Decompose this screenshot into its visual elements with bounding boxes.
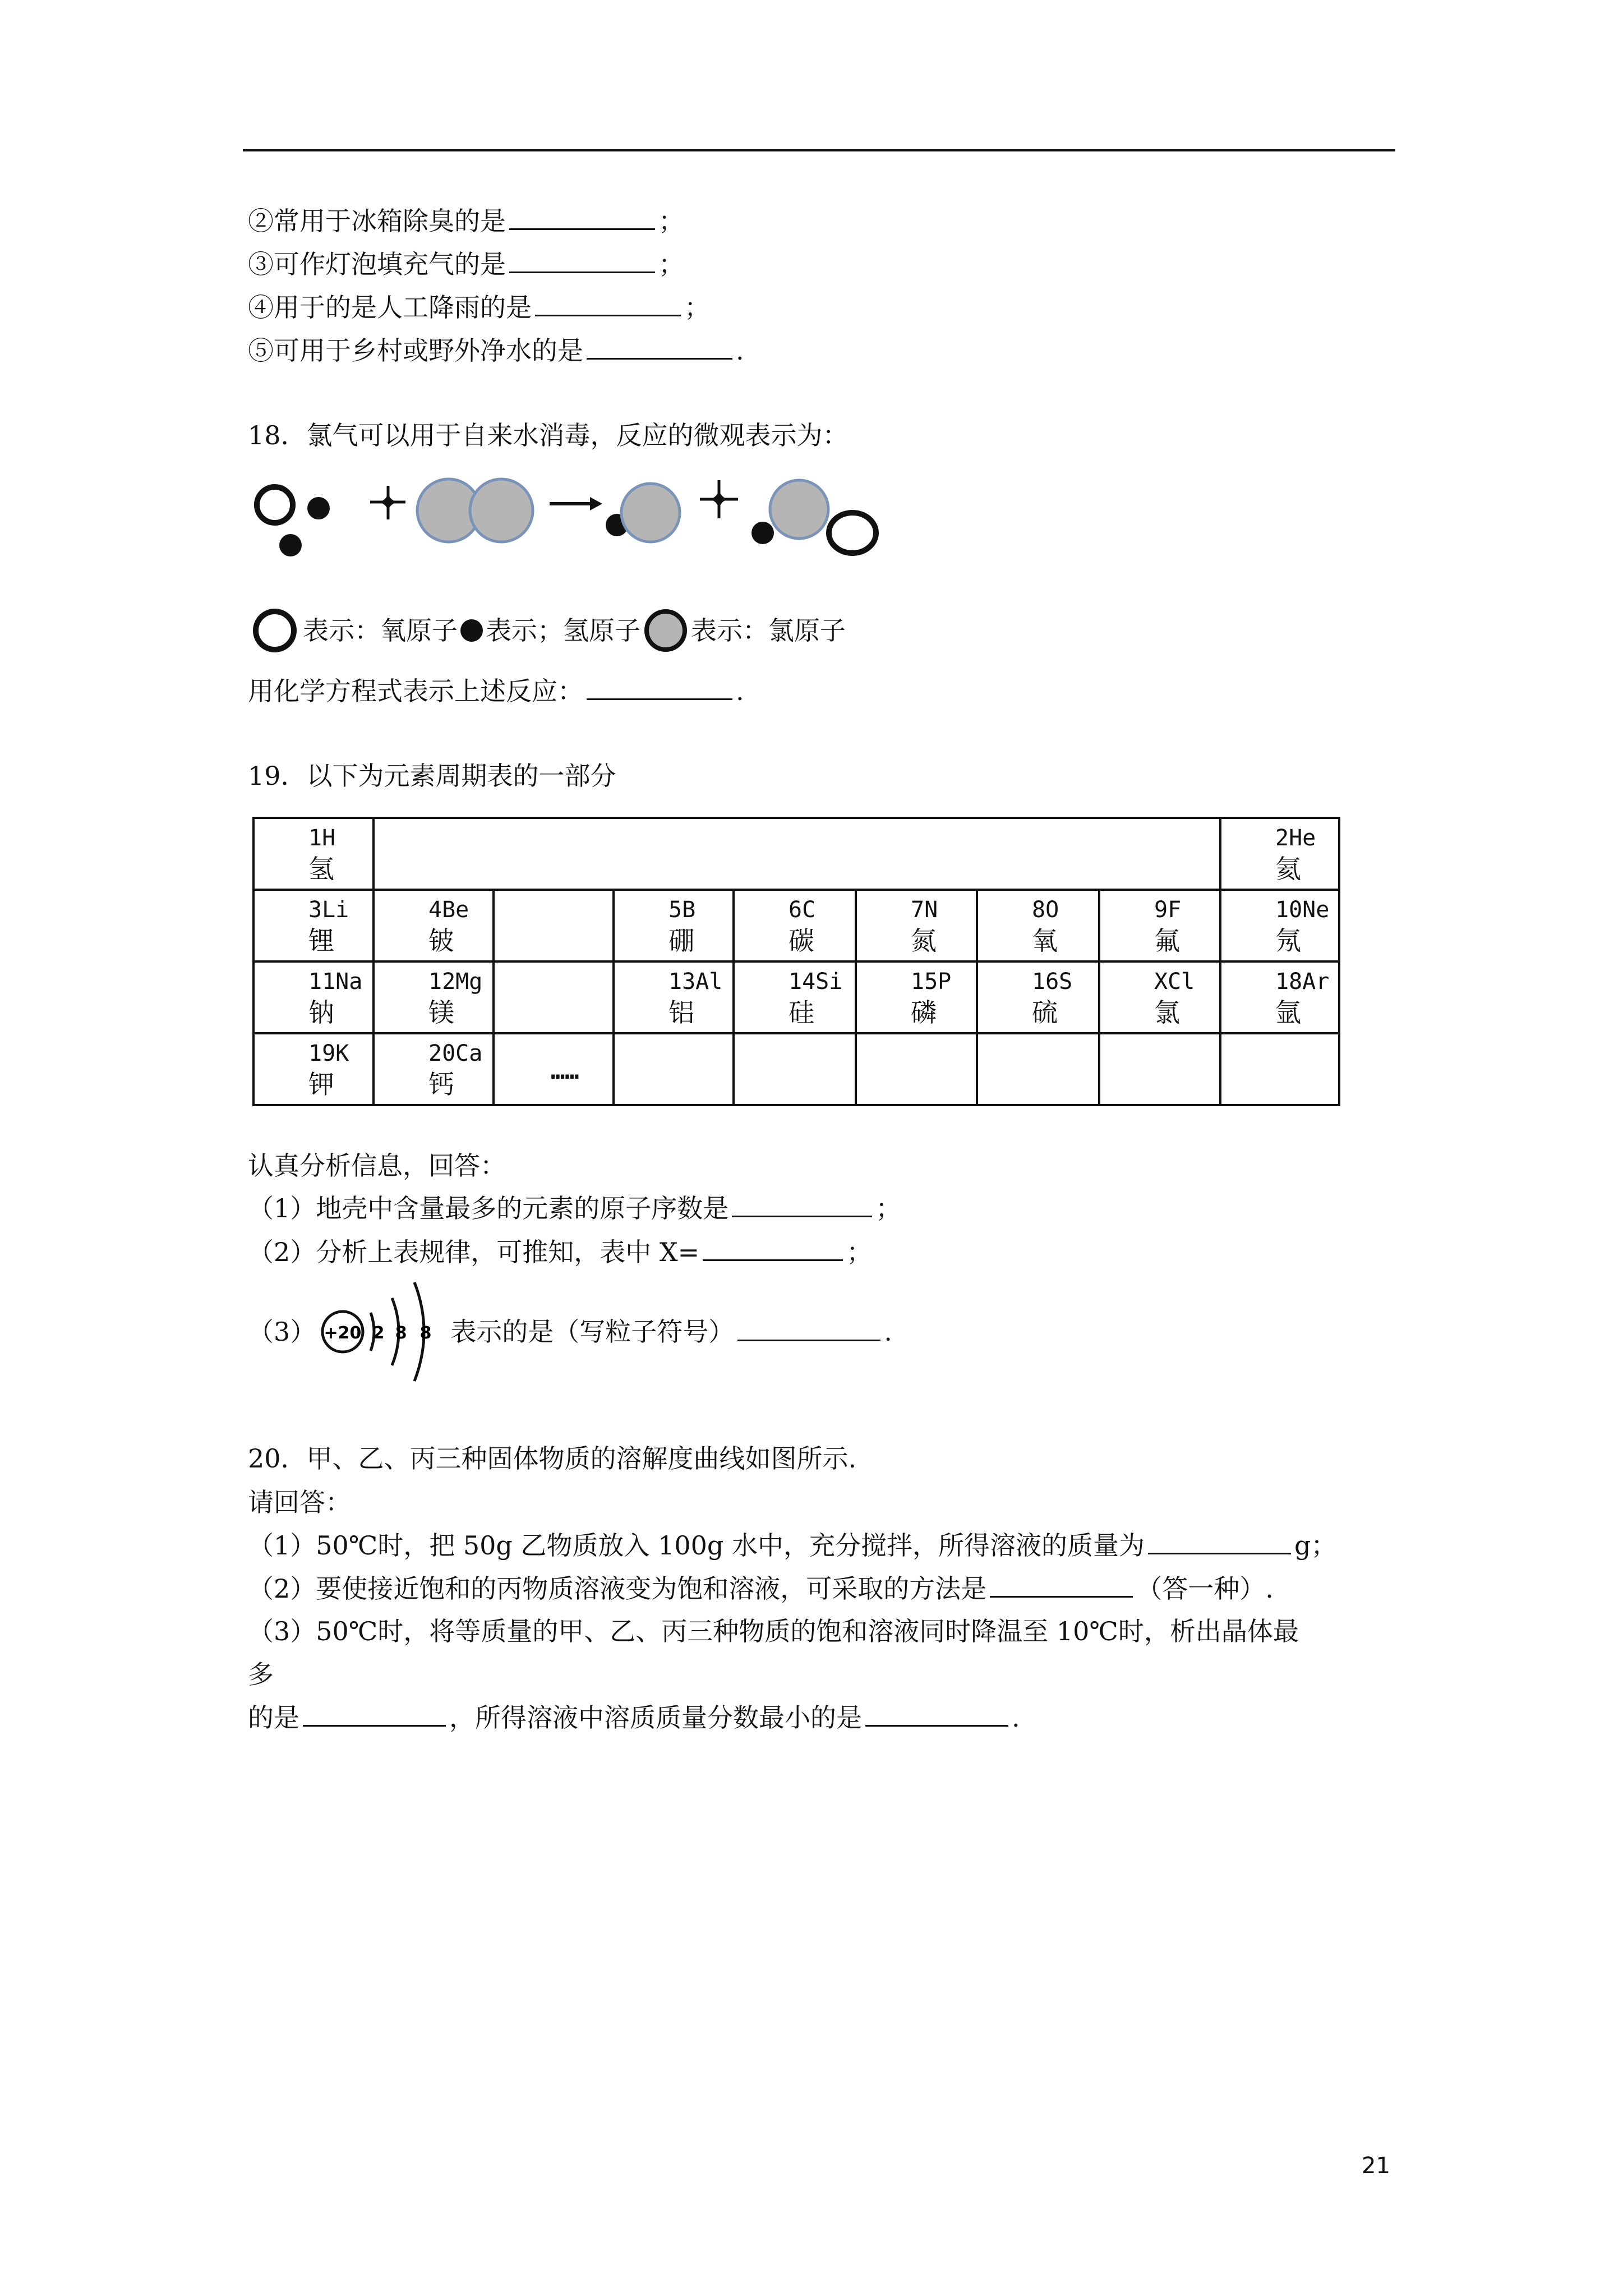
chlorine-atom-icon — [640, 608, 691, 653]
empty-cell — [1099, 818, 1220, 890]
periodic-table — [252, 817, 1340, 1106]
answer-blank[interactable] — [587, 335, 732, 360]
element-name: 氢 — [308, 854, 334, 884]
answer-blank[interactable] — [1148, 1530, 1291, 1554]
element-symbol: 7N — [911, 897, 938, 923]
q17-item5 — [248, 335, 744, 366]
element-name: 氮 — [911, 926, 937, 956]
q19-sub1-text: （1）地壳中含量最多的元素的原子序数是 — [248, 1193, 729, 1223]
element-name: 钙 — [428, 1069, 454, 1099]
element-symbol: XCl — [1154, 969, 1195, 995]
q20-sub2-tail: （答一种）. — [1136, 1573, 1274, 1604]
answer-blank[interactable] — [303, 1703, 446, 1727]
arrow-icon — [550, 497, 602, 510]
element-name: 碳 — [789, 926, 814, 956]
legend-oxygen: 表示：氧原子 — [303, 615, 458, 646]
oxygen-atom-icon — [247, 608, 303, 653]
empty-cell — [856, 818, 977, 890]
element-cell — [374, 1033, 494, 1105]
answer-blank[interactable] — [990, 1573, 1133, 1598]
element-cell — [614, 1033, 734, 1105]
element-symbol — [495, 891, 612, 895]
element-cell — [977, 961, 1099, 1033]
element-cell — [977, 1033, 1099, 1105]
element-cell — [856, 1033, 977, 1105]
unit: g； — [1294, 1530, 1337, 1561]
punct: . — [884, 1317, 892, 1347]
empty-cell — [614, 818, 734, 890]
element-cell — [614, 890, 734, 961]
element-symbol — [615, 1034, 732, 1039]
element-name: 氯 — [1154, 997, 1180, 1028]
q17-item3 — [248, 249, 684, 280]
atom-structure-diagram — [316, 1276, 450, 1388]
punct: ； — [658, 206, 684, 236]
plus-icon — [370, 486, 405, 519]
element-symbol: 16S — [1032, 969, 1073, 995]
element-symbol: 1H — [308, 825, 336, 851]
empty-cell — [494, 818, 614, 890]
element-name: 氧 — [1032, 926, 1058, 956]
answer-blank[interactable] — [535, 292, 681, 316]
q20-sub3c-text: 的是 — [248, 1703, 299, 1733]
q20-sub3d-text: ，所得溶液中溶质质量分数最小的是 — [449, 1703, 862, 1733]
element-name: 铝 — [668, 997, 694, 1028]
periodic-table-row — [253, 961, 1339, 1033]
punct: ； — [684, 292, 710, 323]
element-cell — [253, 890, 374, 961]
element-symbol — [735, 1034, 855, 1039]
element-cell — [1220, 818, 1339, 890]
element-name: 锂 — [308, 926, 334, 956]
punct: . — [1012, 1703, 1020, 1733]
element-name: 铍 — [428, 926, 454, 956]
element-symbol — [1221, 1034, 1338, 1039]
hydrogen-atom-icon — [458, 608, 486, 653]
q19-sub2-text: （2）分析上表规律，可推知，表中 X= — [248, 1237, 700, 1267]
hcl-molecule-icon — [606, 484, 680, 542]
element-symbol: 15P — [911, 969, 952, 995]
q20-sub3a: （3）50℃时，将等质量的甲、乙、丙三种物质的饱和溶液同时降温至 10℃时，析出晶体最 — [248, 1616, 1299, 1646]
element-cell — [734, 1033, 856, 1105]
element-name: 氖 — [1275, 926, 1301, 956]
element-cell — [856, 890, 977, 961]
element-name: 氩 — [1275, 997, 1301, 1028]
answer-blank[interactable] — [703, 1237, 843, 1261]
q19-sub3 — [248, 1273, 892, 1386]
element-name: 硅 — [789, 997, 814, 1028]
element-cell — [614, 961, 734, 1033]
q19-title: 19．以下为元素周期表的一部分 — [248, 761, 616, 791]
q19-sub3-prefix: （3） — [248, 1317, 316, 1347]
empty-cell — [734, 818, 856, 890]
element-symbol: 4Be — [428, 897, 469, 923]
element-cell — [1099, 961, 1220, 1033]
element-cell — [494, 1033, 614, 1105]
q19-sub1 — [248, 1193, 901, 1224]
water-molecule-icon — [257, 487, 330, 556]
page-number: 21 — [1362, 2153, 1390, 2179]
element-cell — [1220, 961, 1339, 1033]
element-cell — [734, 890, 856, 961]
element-name: 氟 — [1154, 926, 1180, 956]
element-cell — [856, 961, 977, 1033]
shell-1-electrons: 2 — [372, 1323, 385, 1343]
element-symbol: 12Mg — [428, 969, 483, 995]
answer-blank[interactable] — [732, 1193, 872, 1217]
element-name: 硫 — [1032, 997, 1058, 1028]
q17-item5-text: ⑤可用于乡村或野外净水的是 — [248, 335, 583, 366]
shell-2-electrons: 8 — [395, 1323, 407, 1343]
element-cell — [1220, 890, 1339, 961]
q20-sub1-text: （1）50℃时，把 50g 乙物质放入 100g 水中，充分搅拌，所得溶液的质量为 — [248, 1530, 1145, 1561]
q20-sub2 — [248, 1573, 1274, 1604]
element-cell — [253, 818, 374, 890]
answer-blank[interactable] — [865, 1703, 1008, 1727]
punct: . — [736, 335, 744, 366]
punct: ； — [658, 249, 684, 279]
q20-ask: 请回答： — [248, 1487, 351, 1517]
q20-title: 20．甲、乙、丙三种固体物质的溶解度曲线如图所示. — [248, 1443, 857, 1474]
q19-sub3-text: 表示的是（写粒子符号） — [450, 1317, 735, 1347]
header-rule — [243, 149, 1395, 151]
q18-question — [248, 675, 744, 707]
q17-item3-text: ③可作灯泡填充气的是 — [248, 249, 506, 279]
punct: ； — [875, 1193, 902, 1223]
element-name: 钠 — [308, 997, 334, 1028]
q19-analyze: 认真分析信息，回答： — [248, 1151, 506, 1181]
chlorine-molecule-icon — [417, 479, 533, 542]
element-cell — [1099, 890, 1220, 961]
ellipsis: …… — [551, 1057, 579, 1084]
element-name: 硼 — [668, 926, 694, 956]
empty-cell — [977, 818, 1099, 890]
q20-sub1 — [248, 1530, 1336, 1561]
q18-legend — [247, 606, 846, 651]
element-cell — [253, 1033, 374, 1105]
q17-item4 — [248, 292, 710, 323]
element-symbol: 9F — [1154, 897, 1182, 923]
element-cell — [1099, 1033, 1220, 1105]
element-symbol: 13Al — [668, 969, 723, 995]
q18-question-text: 用化学方程式表示上述反应： — [248, 676, 583, 706]
hclo-molecule-icon — [751, 480, 876, 553]
element-symbol: 6C — [789, 897, 816, 923]
element-symbol: 19K — [308, 1041, 349, 1066]
element-cell — [734, 961, 856, 1033]
element-symbol: 8O — [1032, 897, 1059, 923]
q17-item4-text: ④用于的是人工降雨的是 — [248, 292, 532, 323]
q20-sub3c — [248, 1702, 1020, 1733]
legend-hydrogen: 表示；氢原子 — [486, 615, 640, 646]
reaction-diagram — [247, 466, 897, 567]
nucleus-charge: +20 — [324, 1323, 362, 1343]
element-symbol: 5B — [668, 897, 696, 923]
periodic-table-row — [253, 890, 1339, 961]
answer-blank[interactable] — [737, 1323, 880, 1341]
q17-item2 — [248, 205, 684, 237]
element-name: 钾 — [308, 1069, 334, 1099]
element-name: 镁 — [428, 997, 454, 1028]
answer-blank[interactable] — [509, 206, 655, 230]
element-symbol: 18Ar — [1275, 969, 1330, 995]
answer-blank[interactable] — [587, 676, 732, 700]
answer-blank[interactable] — [509, 249, 655, 273]
element-name: 氦 — [1275, 854, 1301, 884]
empty-cell — [374, 818, 494, 890]
shell-3-electrons: 8 — [419, 1323, 432, 1343]
element-cell — [374, 961, 494, 1033]
punct: . — [736, 676, 744, 706]
q17-item2-text: ②常用于冰箱除臭的是 — [248, 206, 506, 236]
punct: ； — [846, 1237, 873, 1267]
element-cell — [977, 890, 1099, 961]
q19-sub2 — [248, 1236, 872, 1268]
element-cell — [1220, 1033, 1339, 1105]
element-cell — [494, 890, 614, 961]
q20-sub3b: 多 — [248, 1659, 274, 1690]
q20-sub2-text: （2）要使接近饱和的丙物质溶液变为饱和溶液，可采取的方法是 — [248, 1573, 987, 1604]
element-symbol: 10Ne — [1275, 897, 1330, 923]
element-symbol — [495, 963, 612, 967]
q18-title: 18．氯气可以用于自来水消毒，反应的微观表示为： — [248, 420, 849, 450]
periodic-table-row — [253, 1033, 1339, 1105]
periodic-table-row — [253, 818, 1339, 890]
element-symbol: 20Ca — [428, 1041, 483, 1066]
element-symbol — [978, 1034, 1098, 1039]
element-cell — [374, 890, 494, 961]
element-cell — [494, 961, 614, 1033]
element-symbol — [857, 1034, 976, 1039]
element-name: 磷 — [911, 997, 937, 1028]
element-cell — [253, 961, 374, 1033]
plus-icon — [700, 480, 738, 518]
element-symbol — [1100, 1034, 1219, 1039]
element-symbol: 11Na — [308, 969, 363, 995]
element-symbol: 3Li — [308, 897, 349, 923]
element-symbol: 2He — [1275, 825, 1316, 851]
element-symbol: 14Si — [789, 969, 843, 995]
legend-chlorine: 表示：氯原子 — [691, 615, 846, 646]
